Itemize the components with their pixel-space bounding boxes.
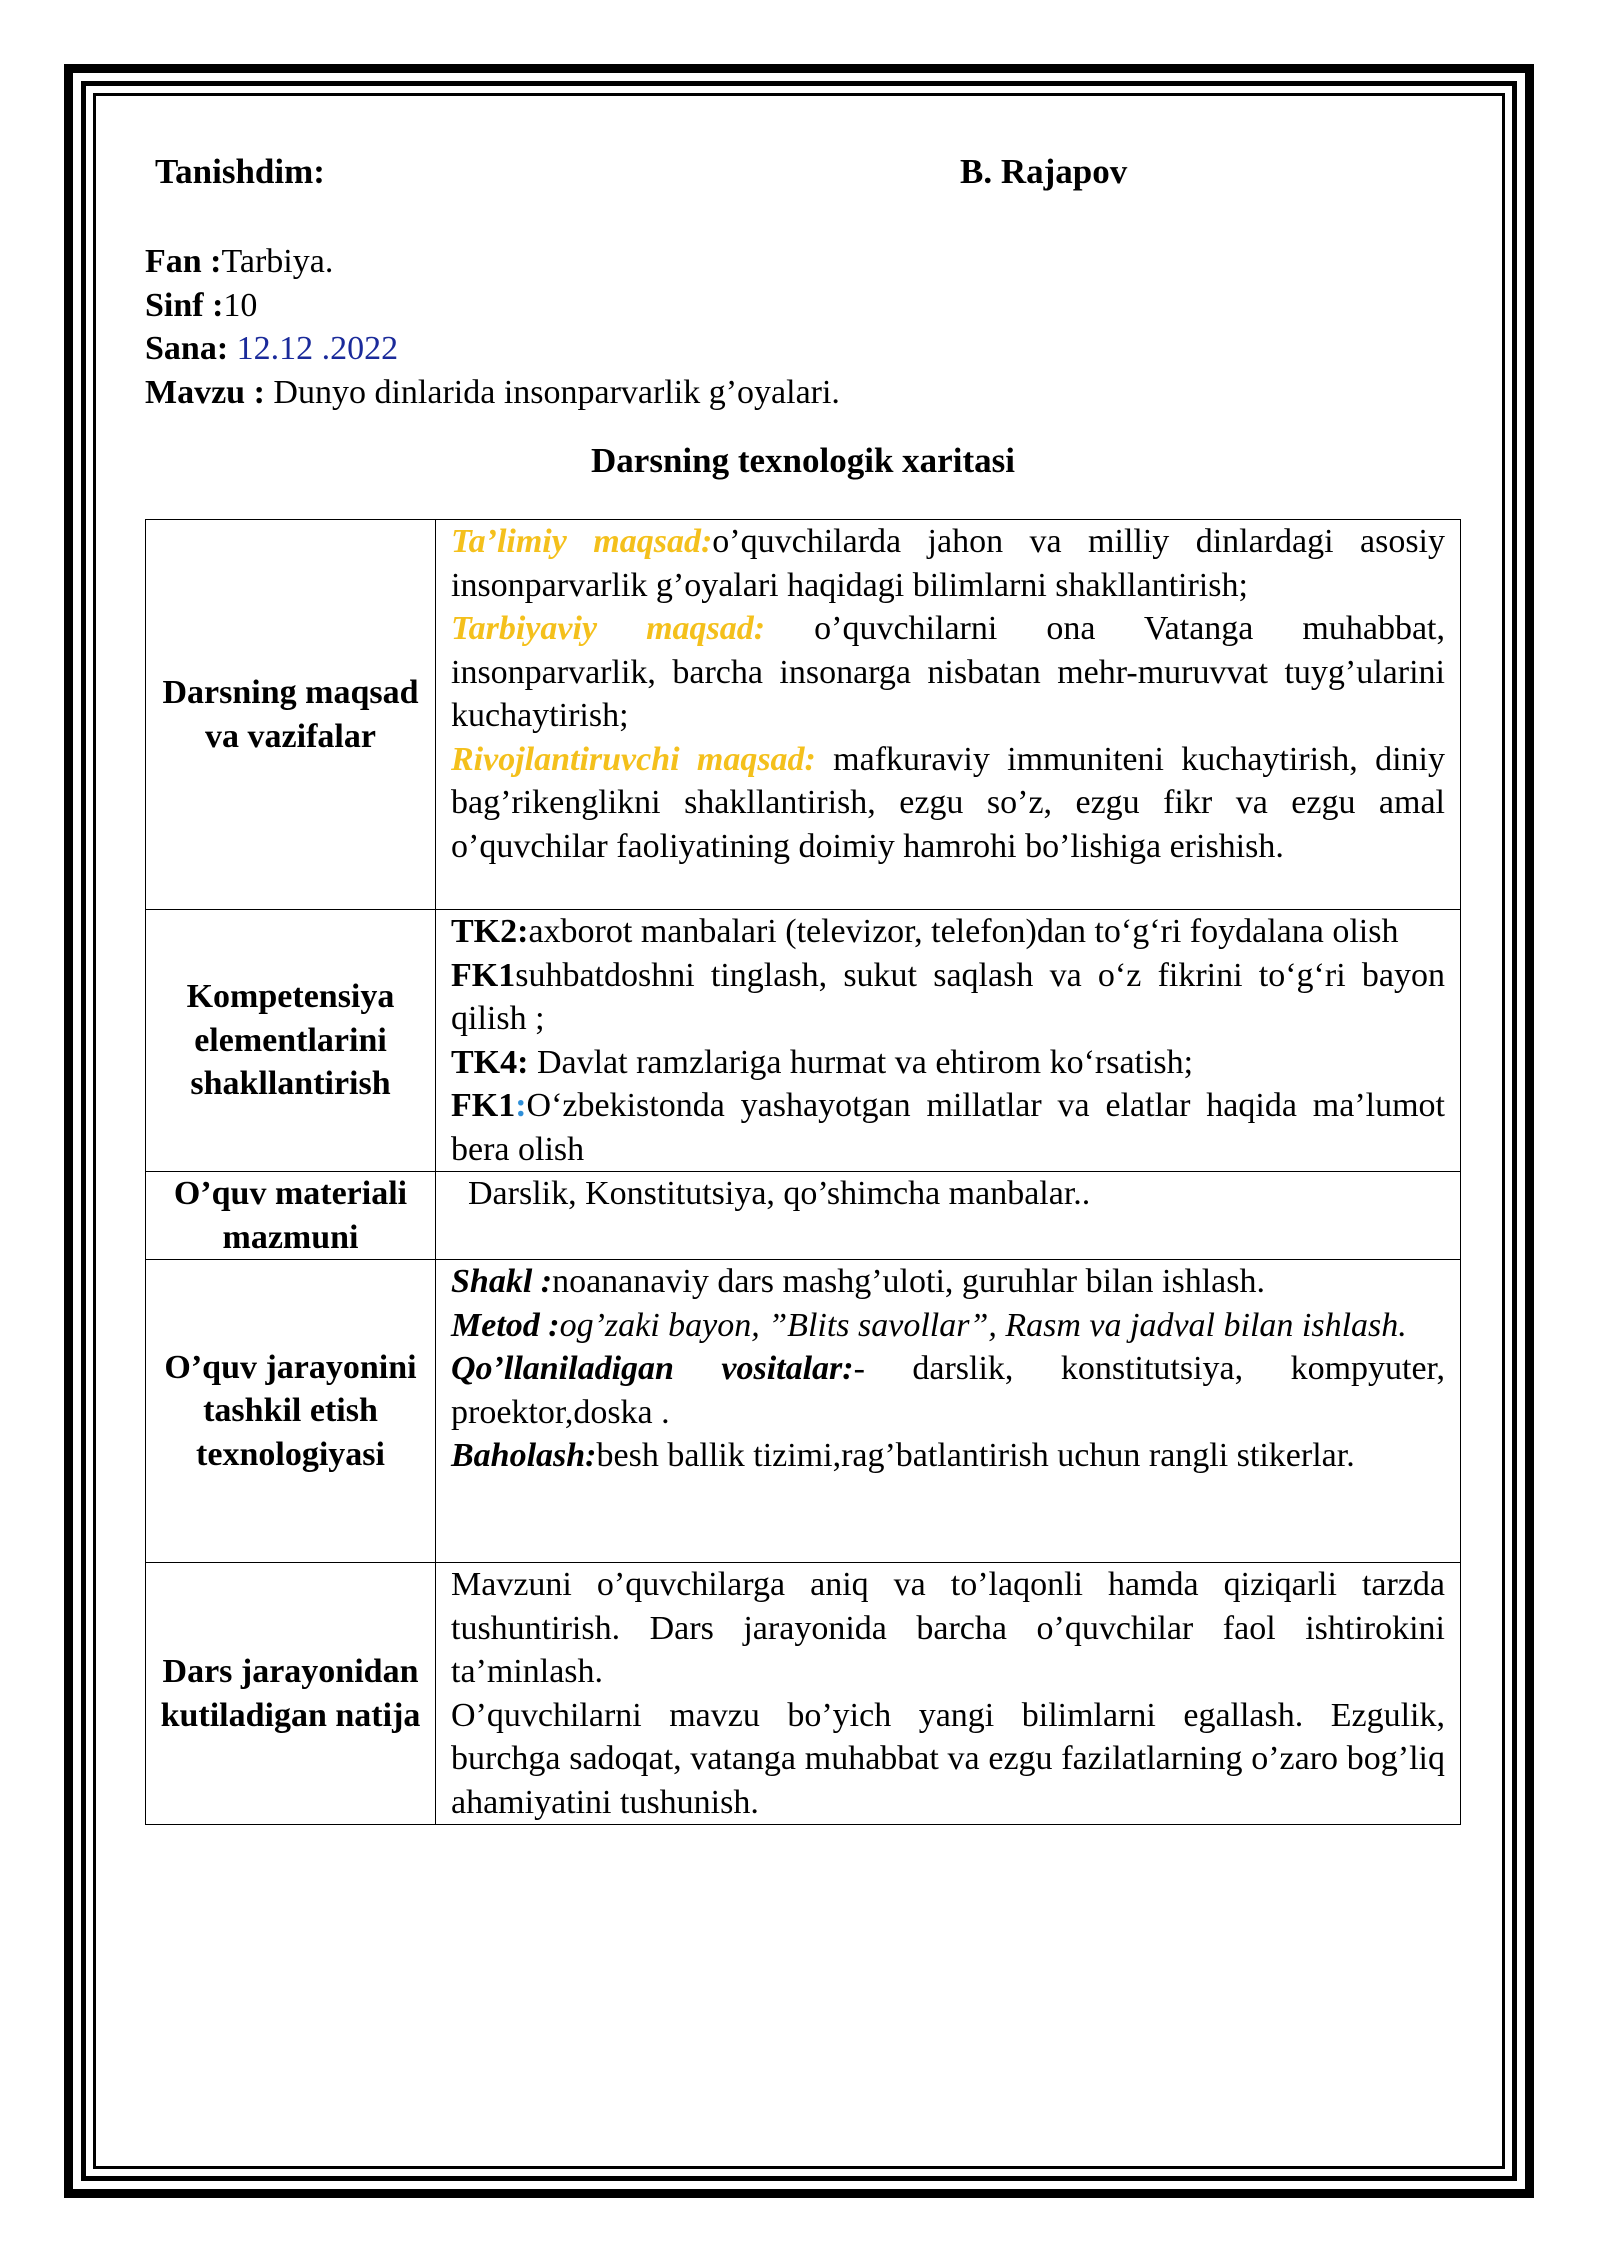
competence-tk4 — [451, 1041, 1445, 1085]
result-text-1: Mavzuni o’quvchilarga aniq va to’laqonli hamda qiziqarli tarzda tushuntirish. Dars jarayonida barcha o’quvchilar faol ishtirokini ta’minlash. — [451, 1566, 1445, 1690]
lesson-meta — [145, 240, 1461, 414]
row-label-material: O’quv materiali mazmuni — [146, 1172, 436, 1260]
row-label-goals: Darsning maqsad va vazifalar — [146, 520, 436, 910]
competence-fk1b — [451, 1084, 1445, 1171]
approval-header — [145, 152, 1461, 198]
row-value-result — [436, 1563, 1461, 1825]
educational-goal-text: o’quvchilarda jahon va milliy dinlardagi asosiy insonparvarlik g’oyalari haqidagi bilimlarni shakllantirish; — [451, 523, 1445, 604]
subject-label: Fan : — [145, 243, 222, 280]
table-row — [146, 910, 1461, 1172]
document-body — [145, 152, 1461, 1825]
row-label-result: Dars jarayonidan kutiladigan natija — [146, 1563, 436, 1825]
developmental-goal-text: mafkuraviy immuniteni kuchaytirish, diniy bag’rikenglikni shakllantirish, ezgu so’z, ezgu fikr va ezgu amal o’quvchilar faoliyatining doimiy hamrohi bo’lishiga erishish. — [451, 740, 1445, 865]
row-value-competence — [436, 910, 1461, 1172]
competence-tk2 — [451, 910, 1445, 954]
acknowledged-label: Tanishdim: — [155, 152, 325, 191]
topic-value: Dunyo dinlarida insonparvarlik g’oyalari. — [264, 373, 840, 411]
document-title: Darsning texnologik xaritasi — [591, 441, 1015, 480]
row-value-goals — [436, 520, 1461, 910]
fk1b-colon: : — [515, 1087, 527, 1124]
material-text: Darslik, Konstitutsiya, qo’shimcha manbalar.. — [451, 1175, 1091, 1212]
tk2-text: axborot manbalari (televizor, telefon)dan to‘g‘ri foydalana olish — [528, 913, 1399, 950]
result-text-2: O’quvchilarni mavzu bo’yich yangi bilimlarni egallash. Ezgulik, burchga sadoqat, vatanga muhabbat va ezgu fazilatlarning o’zaro bog’liq ahamiyatini tushunish. — [451, 1696, 1445, 1821]
method-text: og’zaki bayon, ”Blits savollar”, Rasm va jadval bilan ishlash. — [559, 1306, 1407, 1344]
meta-topic — [145, 371, 1461, 415]
signer-name: B. Rajapov — [960, 152, 1128, 191]
fk1b-text: O‘zbekistonda yashayotgan millatlar va elatlar haqida ma’lumot bera olish — [451, 1087, 1445, 1168]
technology-map-table — [145, 519, 1461, 1825]
table-row — [146, 520, 1461, 910]
meta-grade — [145, 284, 1461, 328]
competence-fk1a — [451, 954, 1445, 1041]
developmental-goal-label: Rivojlantiruvchi maqsad: — [451, 740, 816, 778]
upbringing-goal-label: Tarbiyaviy maqsad: — [451, 610, 766, 647]
tools-label: Qo’llaniladigan vositalar: — [451, 1350, 854, 1387]
table-row — [146, 1172, 1461, 1260]
educational-goal-label: Ta’limiy maqsad: — [451, 523, 713, 560]
row-label-competence: Kompetensiya elementlarini shakllantirish — [146, 910, 436, 1172]
fk1b-label: FK1 — [451, 1087, 516, 1124]
form-text: noananaviy dars mashg’uloti, guruhlar bilan ishlash. — [552, 1263, 1265, 1300]
tk4-label: TK4: — [451, 1043, 529, 1081]
tk2-label: TK2: — [451, 913, 529, 950]
upbringing-goal-text: o’quvchilarni ona Vatanga muhabbat, insonparvarlik, barcha insonarga nisbatan mehr-muruvvat tuyg’ularini kuchaytirish; — [451, 610, 1445, 734]
subject-value: Tarbiya. — [221, 243, 334, 280]
row-label-technology: O’quv jarayonini tashkil etish texnologiyasi — [146, 1260, 436, 1563]
row-value-technology — [436, 1260, 1461, 1563]
assessment-label: Baholash: — [451, 1437, 597, 1474]
table-row — [146, 1563, 1461, 1825]
topic-label: Mavzu : — [145, 373, 265, 411]
date-value: 12.12 .2022 — [228, 330, 399, 367]
table-row — [146, 1260, 1461, 1563]
date-label: Sana: — [145, 330, 229, 367]
fk1a-text: suhbatdoshni tinglash, sukut saqlash va o‘z fikrini to‘g‘ri bayon qilish ; — [451, 956, 1445, 1037]
form-label: Shakl : — [451, 1263, 553, 1300]
grade-value: 10 — [223, 286, 258, 324]
fk1a-label: FK1 — [451, 956, 516, 994]
method-label: Metod : — [451, 1306, 560, 1344]
tk4-text: Davlat ramzlariga hurmat va ehtirom ko‘rsatish; — [528, 1043, 1194, 1081]
meta-subject — [145, 240, 1461, 284]
tools-text: - darslik, konstitutsiya, kompyuter, proektor,doska . — [451, 1350, 1446, 1431]
meta-date — [145, 327, 1461, 371]
row-value-material — [436, 1172, 1461, 1260]
grade-label: Sinf : — [145, 286, 224, 324]
assessment-text: besh ballik tizimi,rag’batlantirish uchun rangli stikerlar. — [596, 1437, 1355, 1474]
